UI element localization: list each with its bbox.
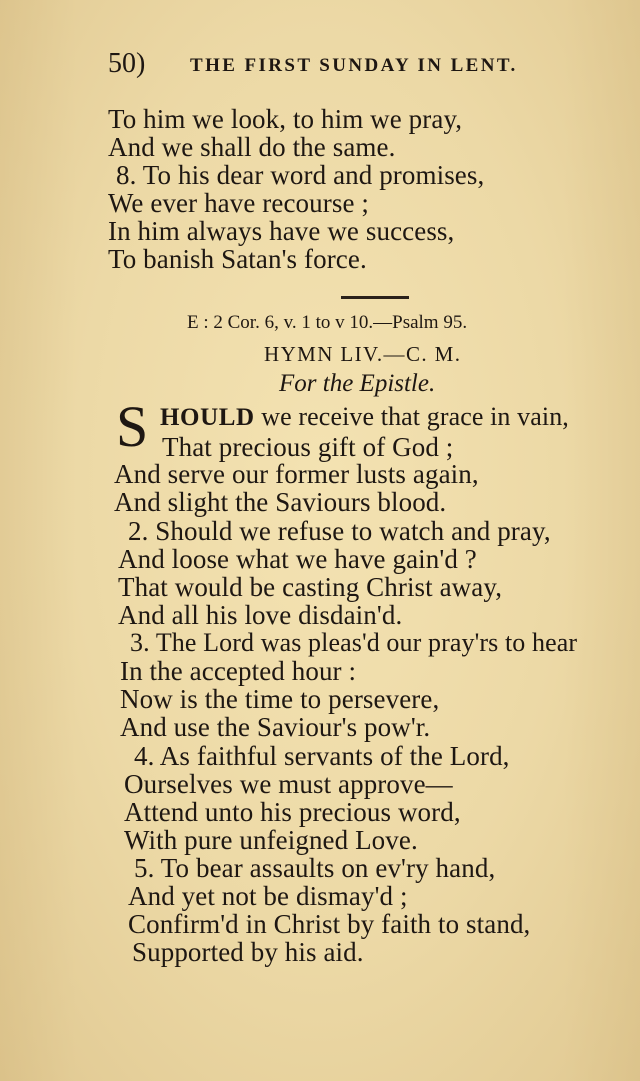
verse-line: In the accepted hour : — [120, 656, 357, 686]
verse-line: And use the Saviour's pow'r. — [120, 712, 431, 742]
first-line-opening — [160, 402, 569, 433]
hymn-subtitle: For the Epistle. — [279, 370, 436, 397]
verse-line: In him always have we success, — [108, 216, 455, 246]
verse-line: 5. To bear assaults on ev'ry hand, — [134, 853, 496, 883]
verse-line: To banish Satan's force. — [108, 244, 367, 274]
verse-line: And yet not be dismay'd ; — [128, 881, 408, 911]
verse-line: And loose what we have gain'd ? — [118, 544, 477, 574]
verse-line: 4. As faithful servants of the Lord, — [134, 741, 510, 771]
verse-line: 2. Should we refuse to watch and pray, — [128, 516, 551, 546]
verse-line: 3. The Lord was pleas'd our pray'rs to hear — [130, 628, 578, 657]
verse-line: 8. To his dear word and promises, — [116, 160, 485, 190]
page-header — [108, 48, 578, 82]
verse-line: And all his love disdain'd. — [118, 600, 403, 630]
scripture-readings: E : 2 Cor. 6, v. 1 to v 10.—Psalm 95. — [187, 312, 468, 333]
verse-line: Attend unto his precious word, — [124, 797, 461, 827]
first-line-rest: we receive that grace in vain, — [254, 402, 569, 431]
page-number: 50) — [108, 48, 146, 79]
verse-line: Ourselves we must approve— — [124, 769, 453, 799]
verse-line: And serve our former lusts again, — [114, 459, 479, 489]
section-divider — [341, 296, 409, 299]
verse-line: To him we look, to him we pray, — [108, 104, 463, 134]
running-head: THE FIRST SUNDAY IN LENT. — [190, 55, 518, 76]
verse-line: With pure unfeigned Love. — [124, 825, 418, 855]
verse-line: That would be casting Christ away, — [118, 572, 503, 602]
first-word-small-caps: HOULD — [160, 404, 255, 431]
hymn-title: HYMN LIV.—C. M. — [264, 342, 462, 366]
verse-line: And slight the Saviours blood. — [114, 487, 447, 517]
verse-line: And we shall do the same. — [108, 132, 396, 162]
drop-cap: S — [116, 394, 149, 459]
verse-line: We ever have recourse ; — [108, 188, 369, 218]
verse-line: Confirm'd in Christ by faith to stand, — [128, 909, 531, 939]
verse-line: Now is the time to persevere, — [120, 684, 440, 714]
verse-line: Supported by his aid. — [132, 937, 364, 967]
verse-line: That precious gift of God ; — [162, 432, 454, 462]
